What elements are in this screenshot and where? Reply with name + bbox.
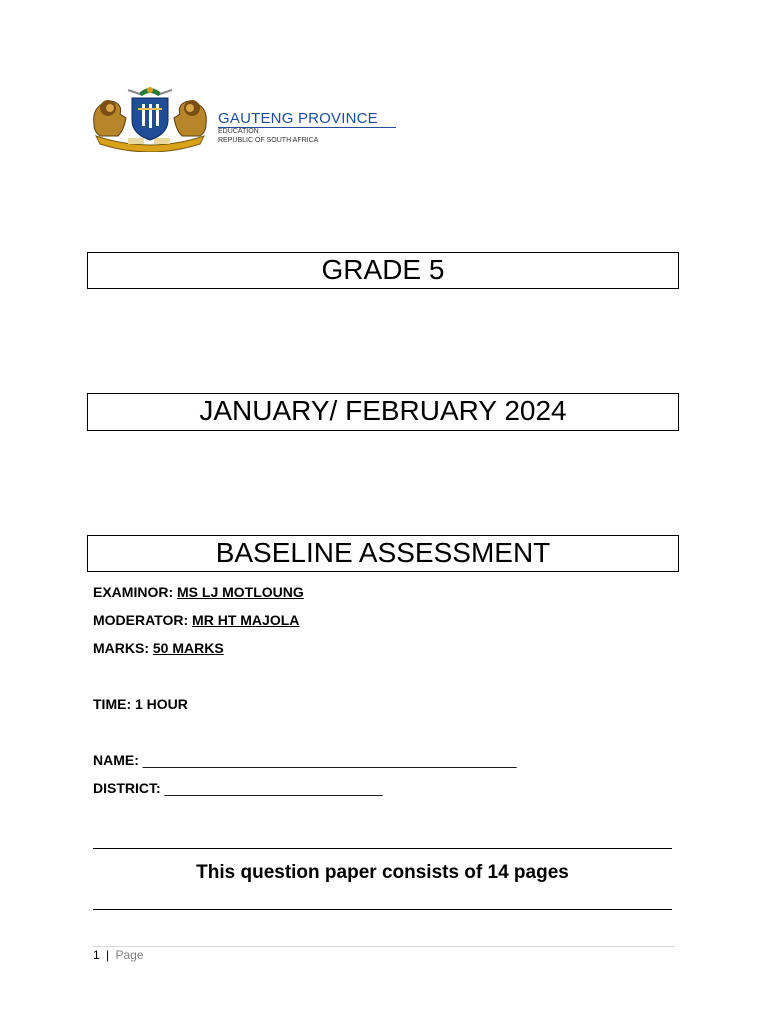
logo-title: GAUTENG PROVINCE xyxy=(218,110,378,127)
assessment-box: BASELINE ASSESSMENT xyxy=(87,535,679,572)
footer-divider xyxy=(93,946,675,947)
district-label: DISTRICT: xyxy=(93,780,161,796)
marks-label: MARKS: xyxy=(93,640,149,656)
footer-separator: | xyxy=(106,948,110,962)
page-label: Page xyxy=(115,948,144,962)
examinor-value: MS LJ MOTLOUNG xyxy=(177,584,304,600)
marks-value: 50 MARKS xyxy=(152,640,224,656)
pages-notice: This question paper consists of 14 pages xyxy=(196,862,569,883)
moderator-field xyxy=(93,612,299,628)
term-box: JANUARY/ FEBRUARY 2024 xyxy=(87,393,679,431)
examinor-label: EXAMINOR: xyxy=(93,584,174,600)
coat-of-arms-icon xyxy=(88,84,212,152)
name-label: NAME: xyxy=(93,752,139,768)
examinor-field xyxy=(93,584,304,600)
page-footer xyxy=(93,948,144,962)
page-number: 1 xyxy=(93,948,100,962)
district-blank[interactable]: ____________________________ xyxy=(164,780,383,796)
time-field: TIME: 1 HOUR xyxy=(93,696,188,712)
top-rule xyxy=(93,848,672,849)
grade-box: GRADE 5 xyxy=(87,252,679,289)
name-field[interactable] xyxy=(93,752,517,768)
bottom-rule xyxy=(93,909,672,910)
gauteng-logo xyxy=(88,84,400,152)
district-field[interactable] xyxy=(93,780,383,796)
name-blank[interactable]: ________________________________________________ xyxy=(142,752,517,768)
moderator-value: MR HT MAJOLA xyxy=(192,612,300,628)
logo-country: REPUBLIC OF SOUTH AFRICA xyxy=(218,137,319,144)
moderator-label: MODERATOR: xyxy=(93,612,189,628)
marks-field xyxy=(93,640,224,656)
logo-department: EDUCATION xyxy=(218,128,259,135)
